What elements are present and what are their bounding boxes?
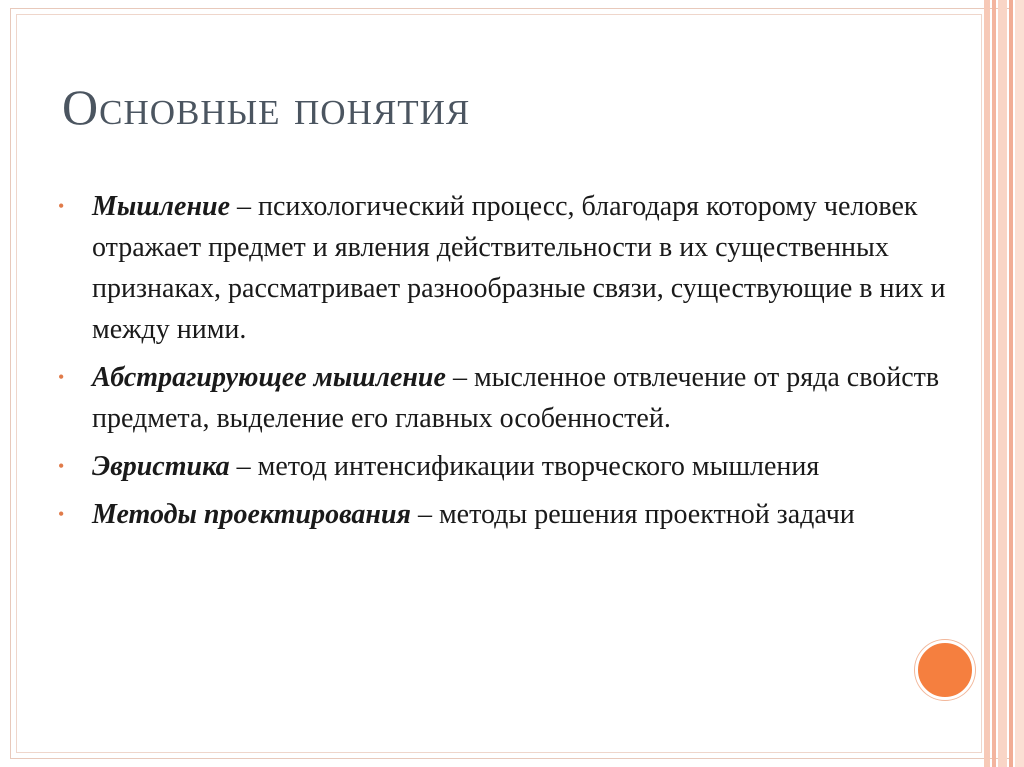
bullet-list: [58, 186, 958, 542]
accent-circle-icon: [915, 640, 975, 700]
stripe: [1009, 0, 1013, 767]
bullet-icon: •: [58, 196, 65, 216]
definition: – метод интенсификации творческого мышления: [229, 451, 820, 482]
definition: – мысленное отвлечение от ряда свойств предмета, выделение его главных особенностей.: [92, 362, 940, 434]
term: Методы проектирования: [92, 499, 411, 530]
bullet-item-abstract-thinking: [58, 357, 958, 439]
stripe: [992, 0, 996, 767]
bullet-icon: •: [58, 367, 65, 387]
slide-title: Основные понятия: [62, 79, 471, 135]
definition: – методы решения проектной задачи: [410, 499, 855, 530]
bullet-icon: •: [58, 504, 65, 524]
stripe: [998, 0, 1007, 767]
decorative-stripes: [984, 0, 1024, 767]
term: Эвристика: [92, 451, 230, 482]
bullet-item-design-methods: [58, 494, 958, 535]
bullet-item-thinking: [58, 186, 958, 350]
definition: – психологический процесс, благодаря которому человек отражает предмет и явления действительности в их существенных признаках, рассматривает разнообразные связи, существующие в них и между ними.: [92, 191, 946, 345]
bullet-icon: •: [58, 456, 65, 476]
stripe: [1015, 0, 1024, 767]
term: Абстрагирующее мышление: [92, 362, 446, 393]
stripe: [984, 0, 990, 767]
bullet-item-heuristics: [58, 446, 958, 487]
term: Мышление: [92, 191, 230, 222]
